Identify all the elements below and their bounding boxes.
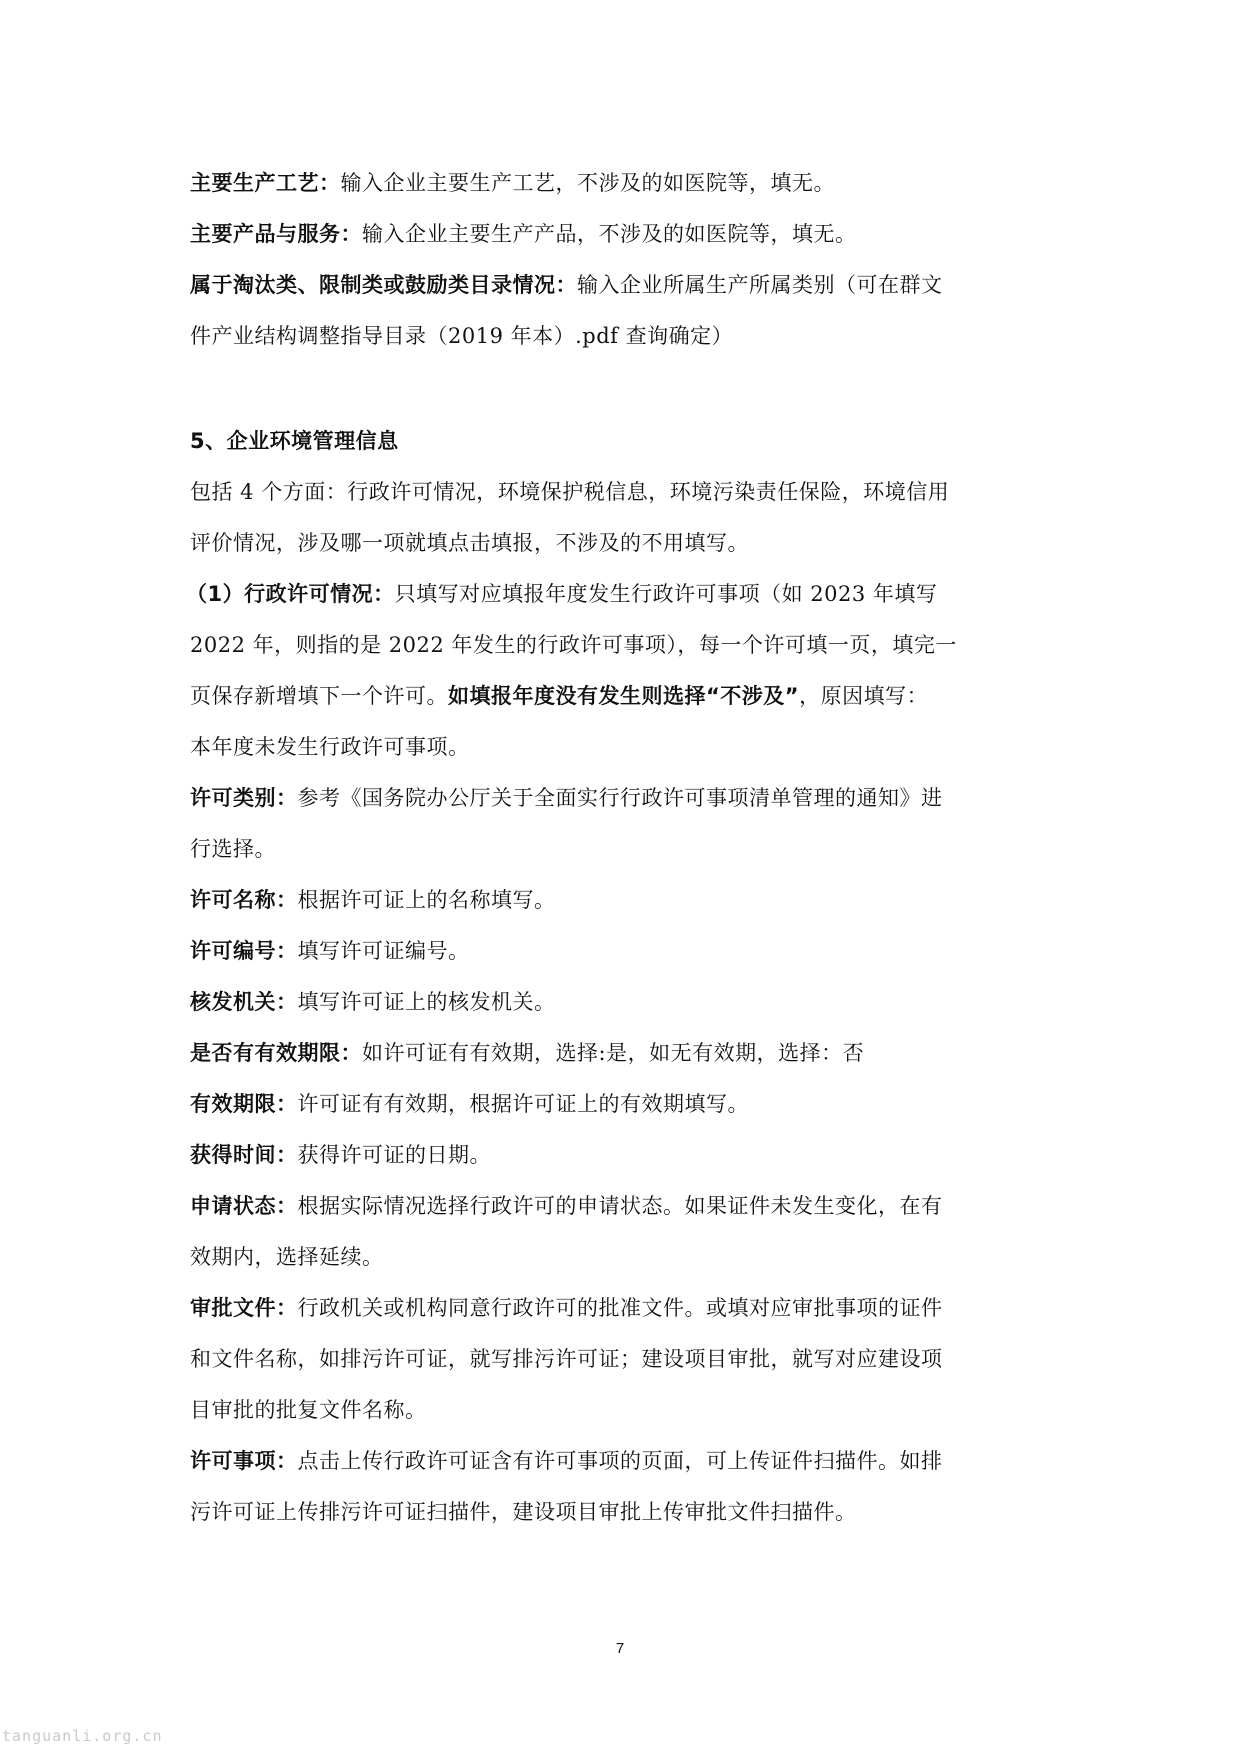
text-admin-license-line3c: ，原因填写： [799,684,929,708]
text-approval-document-line3: 目审批的批复文件名称。 [190,1398,427,1422]
paragraph-issuing-authority [190,977,1060,1028]
watermark: tanguanli.org.cn [2,1727,163,1745]
label-production-process: 主要生产工艺： [190,171,341,195]
text-license-number: 填写许可证编号。 [297,939,470,963]
text-approval-document-line1: 行政机关或机构同意行政许可的批准文件。或填对应审批事项的证件 [297,1296,943,1320]
paragraph-license-name [190,875,1060,926]
label-license-items: 许可事项： [190,1449,298,1473]
paragraph-license-category [190,773,1060,875]
paragraph-application-status [190,1181,1060,1283]
label-license-name: 许可名称： [190,888,298,912]
paragraph-section5-intro [190,467,1060,569]
text-license-items-line1: 点击上传行政许可证含有许可事项的页面，可上传证件扫描件。如排 [297,1449,943,1473]
label-obtained-time: 获得时间： [190,1143,298,1167]
label-validity-period: 有效期限： [190,1092,298,1116]
paragraph-license-items [190,1436,1060,1538]
paragraph-has-validity [190,1028,1060,1079]
text-admin-license-line3b: 如填报年度没有发生则选择“不涉及” [448,684,800,708]
text-obtained-time: 获得许可证的日期。 [297,1143,491,1167]
text-application-status-line2: 效期内，选择延续。 [190,1245,384,1269]
label-license-number: 许可编号： [190,939,298,963]
paragraph-license-number [190,926,1060,977]
page-number: 7 [615,1640,625,1657]
text-license-items-line2: 污许可证上传排污许可证扫描件，建设项目审批上传审批文件扫描件。 [190,1500,857,1524]
text-approval-document-line2: 和文件名称，如排污许可证，就写排污许可证；建设项目审批，就写对应建设项 [190,1347,943,1371]
text-has-validity: 如许可证有有效期，选择:是，如无有效期，选择：否 [362,1041,865,1065]
label-application-status: 申请状态： [190,1194,298,1218]
label-issuing-authority: 核发机关： [190,990,298,1014]
paragraph-production-process [190,158,1060,209]
text-license-category-line1: 参考《国务院办公厅关于全面实行行政许可事项清单管理的通知》进 [297,786,943,810]
text-admin-license-line3a: 页保存新增填下一个许可。 [190,684,448,708]
text-products-services: 输入企业主要生产产品，不涉及的如医院等，填无。 [362,222,857,246]
text-application-status-line1: 根据实际情况选择行政许可的申请状态。如果证件未发生变化，在有 [297,1194,943,1218]
label-catalog-category: 属于淘汰类、限制类或鼓励类目录情况： [190,273,577,297]
text-admin-license-line1: 只填写对应填报年度发生行政许可事项（如 2023 年填写 [394,582,938,606]
text-catalog-category-line2: 件产业结构调整指导目录（2019 年本）.pdf 查询确定） [190,324,734,348]
section-5-title: 5、企业环境管理信息 [190,429,399,453]
label-approval-document: 审批文件： [190,1296,298,1320]
paragraph-products-services [190,209,1060,260]
paragraph-obtained-time [190,1130,1060,1181]
text-production-process: 输入企业主要生产工艺，不涉及的如医院等，填无。 [340,171,835,195]
label-admin-license: （1）行政许可情况： [186,582,395,606]
label-license-category: 许可类别： [190,786,298,810]
paragraph-admin-license [186,569,1056,773]
text-issuing-authority: 填写许可证上的核发机关。 [297,990,556,1014]
text-intro-line2: 评价情况，涉及哪一项就填点击填报，不涉及的不用填写。 [190,531,749,555]
text-catalog-category-line1: 输入企业所属生产所属类别（可在群文 [577,273,943,297]
text-validity-period: 许可证有有效期，根据许可证上的有效期填写。 [297,1092,749,1116]
paragraph-catalog-category [190,260,1060,362]
label-has-validity: 是否有有效期限： [190,1041,362,1065]
text-license-category-line2: 行选择。 [190,837,276,861]
paragraph-approval-document [190,1283,1060,1436]
text-admin-license-line4: 本年度未发生行政许可事项。 [190,735,470,759]
label-products-services: 主要产品与服务： [190,222,362,246]
text-license-name: 根据许可证上的名称填写。 [297,888,556,912]
text-intro-line1: 包括 4 个方面：行政许可情况，环境保护税信息，环境污染责任保险，环境信用 [190,480,950,504]
text-admin-license-line2: 2022 年，则指的是 2022 年发生的行政许可事项），每一个许可填一页，填完一 [190,633,957,657]
paragraph-validity-period [190,1079,1060,1130]
